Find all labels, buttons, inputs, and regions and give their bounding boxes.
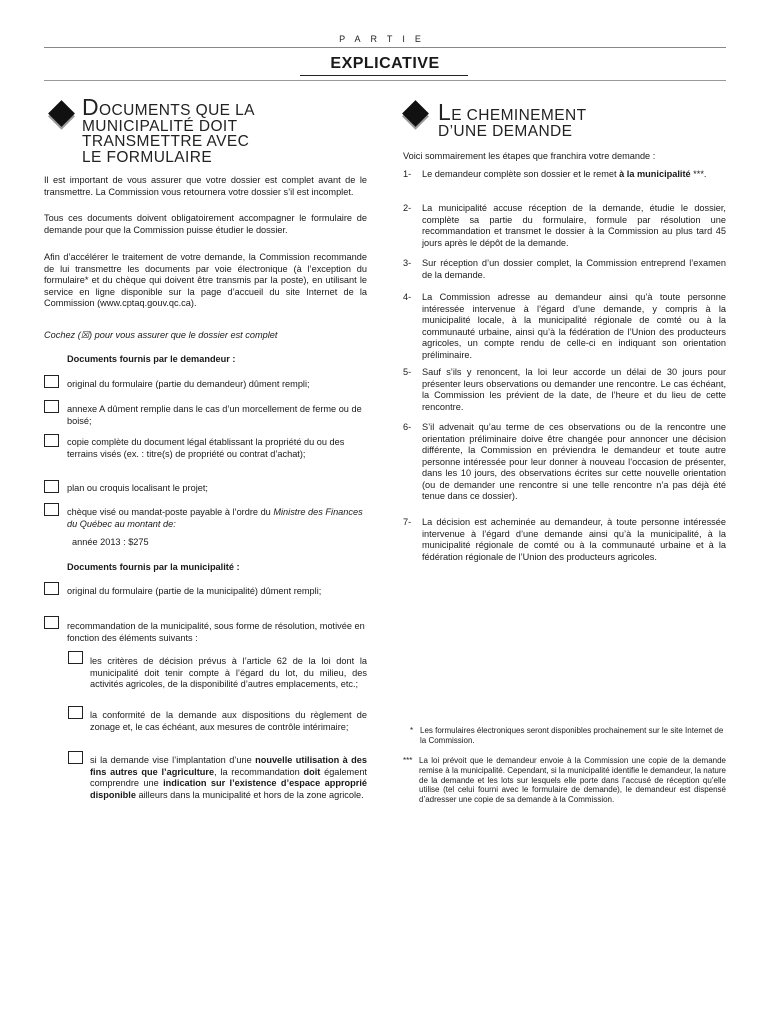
step-5: 5- Sauf s’ils y renoncent, la loi leur accorde un délai de 30 jours pour présenter leurs observations ou demander une rencontre. Le cas échéant, la Commission les prévient de la date, de l’heure et du lieu de cette rencontre. xyxy=(403,367,726,412)
step-3: 3- Sur réception d’un dossier complet, la Commission entreprend l’examen de la demande. xyxy=(403,258,726,280)
item-annexe-a: annexe A dûment remplie dans le cas d’un morcellement de ferme ou de boisé; xyxy=(67,404,362,426)
step-2: 2- La municipalité accuse réception de la demande, étudie le dossier, complète sa partie du formulaire, formule par résolution une recommandation et transmet le dossier à la Commission au plus tard 45 jours après le dépôt de la demande. xyxy=(403,203,726,248)
item-document-legal: copie complète du document légal établissant la propriété du ou des terrains visés (ex. : titre(s) de propriété ou contrat d’achat); xyxy=(67,437,345,459)
fee-amount: année 2013 : $275 xyxy=(72,537,149,547)
checkbox-criteres[interactable] xyxy=(68,651,83,664)
steps-intro: Voici sommairement les étapes que franchira votre demande : xyxy=(403,151,656,161)
cochez-instruction: Cochez (☒) pour vous assurer que le dossier est complet xyxy=(44,330,278,340)
checkbox-recommandation[interactable] xyxy=(44,616,59,629)
item-nouvelle-utilisation: si la demande vise l’implantation d’une nouvelle utilisation à des fins autres que l’agriculture, la recommandation doit également comprendre une indication sur l’existence d’espace approprié disponible ailleurs dans la municipalité et hors de la zone agricole. xyxy=(90,755,367,800)
checkbox-original-municipalite[interactable] xyxy=(44,582,59,595)
item-conformite: la conformité de la demande aux dispositions du règlement de zonage et, le cas échéant, aux mesures de contrôle intérimaire; xyxy=(90,710,367,732)
diamond-icon xyxy=(402,100,429,127)
checkbox-annexe-a[interactable] xyxy=(44,400,59,413)
section-heading-documents: DOCUMENTS QUE LA MUNICIPALITÉ DOIT TRANSMETTRE AVEC LE FORMULAIRE xyxy=(82,94,255,166)
diamond-icon xyxy=(48,100,75,127)
step-7: 7- La décision est acheminée au demandeur, à toute personne intéressée intervenue à l’égard d’une demande ainsi qu’à la municipalité, à la municipalité régionale de comté ou à la communauté urbaine et à la fédération régionale de l’Union des producteurs agricoles. xyxy=(403,517,726,562)
footnote-star: * Les formulaires électroniques seront disponibles prochainement sur le site Internet de la Commission. xyxy=(410,726,724,745)
item-recommandation: recommandation de la municipalité, sous forme de résolution, motivée en fonction des éléments suivants : xyxy=(67,621,365,643)
paragraph-electronic: Afin d’accélérer le traitement de votre demande, la Commission recommande de lui transmettre les documents par voie électronique (à l’exception du formulaire* et du chèque qui doivent être transmis par la poste), en utilisant le service en ligne disponible sur la page d’accueil du site Internet de la Commission (www.cptaq.gouv.qc.ca). xyxy=(44,252,367,308)
checkbox-nouvelle-utilisation[interactable] xyxy=(68,751,83,764)
item-criteres: les critères de décision prévus à l’article 62 de la loi dont la municipalité doit tenir compte à l’égard du lot, du milieu, des activités agricoles, de la disponibilité d’autres emplacements, etc.; xyxy=(90,656,367,689)
title-underline xyxy=(300,75,468,76)
step-6: 6- S’il advenait qu’au terme de ces observations ou de la rencontre une orientation préliminaire doive être changée pour annoncer une décision différente, la Commission en préviendra le demandeur et toute autre personne intéressée pour leur donner à nouveau l’occasion de présenter, dans les 10 jours, des observations écrites sur cette nouvelle orientation (ou de demander une rencontre si une telle rencontre n’a pas déjà été tenue dans ce dossier). xyxy=(403,422,726,501)
checkbox-conformite[interactable] xyxy=(68,706,83,719)
item-original-municipalite: original du formulaire (partie de la municipalité) dûment rempli; xyxy=(67,586,322,596)
paragraph-mandatory: Tous ces documents doivent obligatoirement accompagner le formulaire de demande pour que la Commission puisse étudier le dossier. xyxy=(44,213,367,235)
item-original-demandeur: original du formulaire (partie du demandeur) dûment rempli; xyxy=(67,379,310,389)
checkbox-original-demandeur[interactable] xyxy=(44,375,59,388)
item-cheque: chèque visé ou mandat-poste payable à l’ordre du Ministre des Finances du Québec au montant de: xyxy=(67,507,363,529)
checkbox-document-legal[interactable] xyxy=(44,434,59,447)
header-rule xyxy=(44,47,726,48)
section-heading-cheminement: LE CHEMINEMENT D’UNE DEMANDE xyxy=(438,99,587,140)
header-rule-bottom xyxy=(44,80,726,81)
checkbox-plan[interactable] xyxy=(44,480,59,493)
part-label: PARTIE xyxy=(339,34,431,44)
footnote-triple-star: *** La loi prévoit que le demandeur envoie à la Commission une copie de la demande remise à la municipalité. Cependant, si la municipalité identifie le demandeur, la nature de la demande et les lots sur lesquels elle porte dans l’accusé de réception qu’elle utilise (tel celui fourni avec le formulaire de demande), le demandeur est dispensé d’adresser une copie de sa demande à la Commission. xyxy=(403,756,726,805)
subheading-municipalite: Documents fournis par la municipalité : xyxy=(67,562,240,572)
checkbox-cheque[interactable] xyxy=(44,503,59,516)
step-1: 1- Le demandeur complète son dossier et le remet à la municipalité ***. xyxy=(403,169,707,179)
item-plan: plan ou croquis localisant le projet; xyxy=(67,483,208,493)
step-4: 4- La Commission adresse au demandeur ainsi qu’à toute personne intéressée intervenue à l’égard d’une demande, y compris à la municipalité locale, à la municipalité régionale de comté ou à la communauté urbaine, ainsi qu’à la fédération de l’Union des producteurs agricoles, un compte rendu de celle-ci en indiquant son orientation préliminaire. xyxy=(403,292,726,360)
paragraph-intro: Il est important de vous assurer que votre dossier est complet avant de le transmettre. La Commission vous retournera votre dossier s’il est incomplet. xyxy=(44,175,367,197)
subheading-demandeur: Documents fournis par le demandeur : xyxy=(67,354,236,364)
page-title: EXPLICATIVE xyxy=(330,55,440,72)
